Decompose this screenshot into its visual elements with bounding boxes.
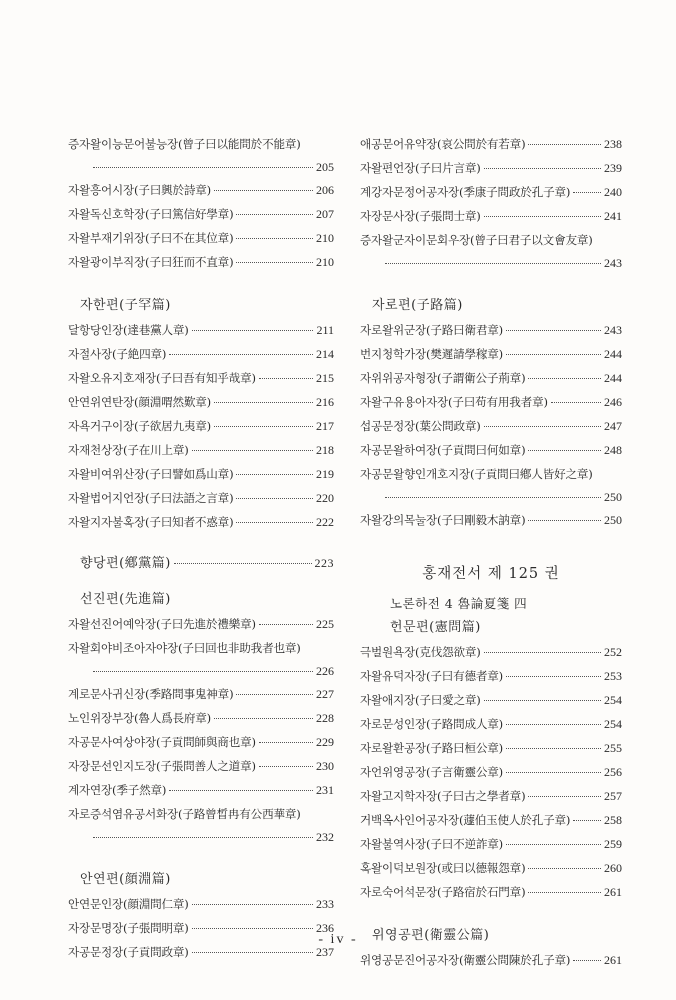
toc-entry[interactable] (68, 466, 334, 490)
toc-entry[interactable] (360, 884, 622, 908)
toc-entry-title: 자공문사여상야장(子貢問師與商也章) (68, 735, 256, 749)
toc-entry[interactable] (360, 692, 622, 716)
page-number: 238 (604, 137, 622, 151)
toc-entry[interactable] (68, 346, 334, 370)
dot-leader (528, 892, 601, 893)
toc-entry[interactable] (68, 710, 334, 734)
toc-entry-title: 자위위공자형장(子謂衛公子荊章) (360, 371, 526, 385)
toc-entry-title: 섭공문정장(葉公問政章) (360, 419, 481, 433)
toc-entry[interactable] (68, 782, 334, 806)
volume-subtitle: 노론하전 4 魯論夏箋 四 (390, 596, 528, 611)
toc-entry-title: 증자왈이능문어불능장(曾子曰以能問於不能章) (68, 137, 301, 151)
toc-entry-title: 자왈불역사장(子曰不逆詐章) (360, 837, 504, 851)
section-heading: 안연편(顔淵篇) (80, 872, 171, 887)
toc-entry-title: 자왈부재기위장(子曰不在其位章) (68, 231, 234, 245)
toc-entry[interactable] (68, 230, 334, 254)
toc-entry[interactable] (68, 254, 334, 278)
page-number: 244 (604, 371, 622, 385)
dot-leader (214, 190, 313, 191)
toc-entry-title: 자로문성인장(子路問成人章) (360, 717, 504, 731)
dot-leader (259, 624, 313, 625)
dot-leader (528, 520, 601, 521)
page-number: 243 (604, 323, 622, 337)
page-number: 215 (316, 371, 334, 385)
dot-leader (573, 820, 601, 821)
toc-entry-title: 거백옥사인어공자장(蘧伯玉使人於孔子章) (360, 813, 571, 827)
toc-entry[interactable] (68, 758, 334, 782)
toc-entry-title: 위영공문진어공자장(衛靈公問陳於孔子章) (360, 953, 571, 967)
dot-leader (528, 796, 601, 797)
toc-entry-title: 자공문정장(子貢問政章) (68, 945, 189, 959)
toc-entry[interactable] (68, 896, 334, 920)
page-number: 247 (604, 419, 622, 433)
dot-leader (236, 498, 313, 499)
page-number: 250 (604, 490, 622, 504)
toc-entry-title: 자왈편언장(子曰片言章) (360, 161, 481, 175)
dot-leader (528, 868, 601, 869)
page-number: 258 (604, 813, 622, 827)
toc-group (68, 136, 334, 278)
dot-leader (93, 837, 313, 838)
toc-entry[interactable] (360, 370, 622, 394)
page-number: 257 (604, 789, 622, 803)
toc-entry[interactable] (68, 514, 334, 538)
toc-entry-title: 자왈흥어시장(子曰興於詩章) (68, 183, 212, 197)
toc-group (360, 322, 622, 536)
toc-entry-title: 계자연장(季子然章) (68, 783, 167, 797)
dot-leader (484, 168, 601, 169)
page-number: 211 (316, 323, 334, 337)
page-number: 255 (604, 741, 622, 755)
dot-leader (506, 748, 601, 749)
toc-entry-title: 애공문어유약장(哀公問於有若章) (360, 137, 526, 151)
toc-entry-title: 자장문명장(子張問明章) (68, 921, 189, 935)
toc-entry-title: 자왈선진어예악장(子曰先進於禮樂章) (68, 617, 256, 631)
toc-entry-title: 달항당인장(達巷黨人章) (68, 323, 189, 337)
page-number: 219 (316, 467, 334, 481)
dot-leader (192, 904, 313, 905)
page-number: 216 (316, 395, 334, 409)
toc-entry-title: 자욕거구이장(子欲居九夷章) (68, 419, 212, 433)
toc-entry[interactable] (360, 836, 622, 860)
page-number: 248 (604, 443, 622, 457)
page-number: 259 (604, 837, 622, 851)
toc-entry[interactable] (360, 160, 622, 184)
page-number: 210 (316, 255, 334, 269)
dot-leader (236, 522, 313, 523)
toc-entry-title: 자왈오유지호재장(子曰吾有知乎哉章) (68, 371, 256, 385)
dot-leader (259, 742, 313, 743)
toc-entry[interactable] (68, 136, 334, 182)
page-number: 233 (316, 897, 334, 911)
page-number: 254 (604, 717, 622, 731)
section-heading: 선진편(先進篇) (80, 592, 171, 607)
toc-entry[interactable] (360, 812, 622, 836)
toc-entry-title: 자왈독신호학장(子曰篤信好學章) (68, 207, 234, 221)
toc-entry[interactable] (360, 232, 622, 278)
dot-leader (573, 192, 601, 193)
dot-leader (528, 144, 601, 145)
toc-entry-title: 자왈회야비조아자야장(子曰回也非助我者也章) (68, 641, 301, 655)
page-number: 210 (316, 231, 334, 245)
page-number: 220 (316, 491, 334, 505)
page-number: 214 (316, 347, 334, 361)
dot-leader (484, 700, 601, 701)
dot-leader (214, 426, 313, 427)
volume-title: 홍재전서 제 125 권 (422, 566, 560, 582)
page-number: 246 (604, 395, 622, 409)
page-number: 223 (314, 556, 334, 570)
page-number: 218 (316, 443, 334, 457)
toc-entry-title: 자왈법어지언장(子曰法語之言章) (68, 491, 234, 505)
page-number: 241 (604, 209, 622, 223)
toc-entry-title: 혹왈이덕보원장(或曰以德報怨章) (360, 861, 526, 875)
toc-entry[interactable] (68, 686, 334, 710)
toc-entry[interactable] (68, 394, 334, 418)
toc-group (68, 322, 334, 538)
toc-entry-title: 자로왈위군장(子路曰衛君章) (360, 323, 504, 337)
toc-entry[interactable] (360, 952, 622, 976)
page-number: 228 (316, 711, 334, 725)
toc-entry-title: 자로숙어석문장(子路宿於石門章) (360, 885, 526, 899)
page-number: 252 (604, 645, 622, 659)
toc-entry-title: 자왈애지장(子曰愛之章) (360, 693, 481, 707)
dot-leader (484, 216, 601, 217)
toc-entry[interactable] (68, 370, 334, 394)
toc-entry-title: 계로문사귀신장(季路問事鬼神章) (68, 687, 234, 701)
page-number: 256 (604, 765, 622, 779)
toc-group (360, 644, 622, 908)
dot-leader (259, 766, 313, 767)
page-number: 230 (316, 759, 334, 773)
section-heading: 자로편(子路篇) (372, 298, 463, 313)
dot-leader (192, 450, 313, 451)
dot-leader (551, 402, 601, 403)
toc-entry[interactable] (360, 442, 622, 466)
page-number: 217 (316, 419, 334, 433)
page-number: 236 (316, 921, 334, 935)
toc-entry[interactable] (360, 394, 622, 418)
toc-entry[interactable] (360, 644, 622, 668)
toc-entry[interactable] (68, 616, 334, 640)
dot-leader (506, 676, 601, 677)
page-footer-number: - iv - (318, 932, 358, 947)
toc-entry-title: 자왈비여위산장(子曰譬如爲山章) (68, 467, 234, 481)
page-number: 240 (604, 185, 622, 199)
dot-leader (214, 718, 313, 719)
page-number: 229 (316, 735, 334, 749)
section-heading-with-page[interactable] (68, 552, 334, 574)
page-number: 244 (604, 347, 622, 361)
page-number: 243 (604, 256, 622, 270)
dot-leader (528, 450, 601, 451)
toc-entry-title: 안연위연탄장(顔淵喟然歎章) (68, 395, 212, 409)
dot-leader (385, 263, 601, 264)
page-number: 206 (316, 183, 334, 197)
dot-leader (93, 671, 313, 672)
toc-entry-title: 노인위장부장(魯人爲長府章) (68, 711, 212, 725)
page-number: 232 (316, 830, 334, 844)
page-number: 254 (604, 693, 622, 707)
toc-entry[interactable] (68, 206, 334, 230)
toc-entry[interactable] (360, 466, 622, 512)
toc-entry[interactable] (68, 182, 334, 206)
toc-entry[interactable] (68, 806, 334, 852)
toc-entry[interactable] (360, 860, 622, 884)
dot-leader (484, 426, 601, 427)
dot-leader (506, 844, 601, 845)
toc-entry-title: 안연문인장(顔淵問仁章) (68, 897, 189, 911)
toc-entry[interactable] (68, 322, 334, 346)
dot-leader (484, 652, 601, 653)
toc-entry[interactable] (360, 788, 622, 812)
toc-entry[interactable] (68, 490, 334, 514)
page-number: 253 (604, 669, 622, 683)
toc-entry-title: 자장문선인지도장(子張問善人之道章) (68, 759, 256, 773)
page-number: 225 (316, 617, 334, 631)
dot-leader (236, 214, 313, 215)
toc-entry[interactable] (68, 418, 334, 442)
dot-leader (385, 497, 601, 498)
toc-entry-title: 자재천상장(子在川上章) (68, 443, 189, 457)
toc-entry[interactable] (360, 322, 622, 346)
section-heading: 위영공편(衛靈公篇) (372, 928, 490, 943)
dot-leader (236, 238, 313, 239)
toc-entry[interactable] (68, 640, 334, 686)
toc-left-column (68, 136, 334, 968)
toc-group (360, 952, 622, 976)
toc-entry-title: 자왈고지학자장(子曰古之學者章) (360, 789, 526, 803)
dot-leader (93, 167, 313, 168)
dot-leader (506, 724, 601, 725)
page-number: 226 (316, 664, 334, 678)
dot-leader (236, 694, 313, 695)
dot-leader (169, 790, 313, 791)
page-number: 231 (316, 783, 334, 797)
toc-entry-title: 자공문왈하여장(子貢問曰何如章) (360, 443, 526, 457)
toc-entry[interactable] (360, 764, 622, 788)
dot-leader (506, 354, 601, 355)
toc-entry-title: 자언위영공장(子言衛靈公章) (360, 765, 504, 779)
toc-entry-title: 자장문사장(子張問士章) (360, 209, 481, 223)
section-heading: 자한편(子罕篇) (80, 298, 171, 313)
toc-entry-title: 자로왈환공장(子路曰桓公章) (360, 741, 504, 755)
dot-leader (528, 378, 601, 379)
toc-entry[interactable] (360, 136, 622, 160)
dot-leader (236, 474, 313, 475)
toc-entry-title: 자왈구유용아자장(子曰苟有用我者章) (360, 395, 548, 409)
toc-entry-title: 자왈강의목눌장(子曰剛毅木訥章) (360, 513, 526, 527)
toc-entry-title: 자절사장(子絶四章) (68, 347, 167, 361)
section-heading: 헌문편(憲問篇) (390, 620, 481, 635)
dot-leader (573, 960, 601, 961)
dot-leader (192, 928, 313, 929)
page-number: 250 (604, 513, 622, 527)
toc-entry[interactable] (360, 512, 622, 536)
toc-entry-title: 자로증석염유공서화장(子路曾晳冉有公西華章) (68, 807, 301, 821)
dot-leader (174, 563, 312, 564)
page-number: 207 (316, 207, 334, 221)
toc-entry[interactable] (68, 734, 334, 758)
toc-entry-title: 자공문왈향인개호지장(子貢問曰鄕人皆好之章) (360, 467, 593, 481)
toc-entry[interactable] (360, 668, 622, 692)
toc-entry[interactable] (360, 418, 622, 442)
page-number: 260 (604, 861, 622, 875)
page-number: 205 (316, 160, 334, 174)
page-number: 239 (604, 161, 622, 175)
toc-group (360, 136, 622, 278)
dot-leader (214, 402, 313, 403)
toc-entry-title: 계강자문정어공자장(季康子問政於孔子章) (360, 185, 571, 199)
toc-group (68, 616, 334, 852)
toc-entry-title: 자왈지자불혹장(子曰知者不惑章) (68, 515, 234, 529)
toc-entry[interactable] (360, 184, 622, 208)
section-title: 향당편(鄕黨篇) (80, 556, 171, 571)
page-number: 237 (316, 945, 334, 959)
dot-leader (506, 330, 601, 331)
dot-leader (192, 952, 313, 953)
dot-leader (169, 354, 313, 355)
toc-entry[interactable] (360, 346, 622, 370)
dot-leader (259, 378, 313, 379)
toc-entry[interactable] (68, 442, 334, 466)
dot-leader (192, 330, 314, 331)
toc-entry[interactable] (360, 208, 622, 232)
toc-entry-title: 자왈유덕자장(子曰有德者章) (360, 669, 504, 683)
toc-entry-title: 증자왈군자이문회우장(曾子曰君子以文會友章) (360, 233, 593, 247)
toc-entry-title: 극벌원욕장(克伐怨欲章) (360, 645, 481, 659)
toc-entry[interactable] (360, 740, 622, 764)
page-number: 227 (316, 687, 334, 701)
toc-entry-title: 자왈광이부직장(子曰狂而不直章) (68, 255, 234, 269)
dot-leader (236, 262, 313, 263)
toc-right-column (360, 136, 622, 976)
page-number: 222 (316, 515, 334, 529)
page-number: 261 (604, 885, 622, 899)
page-number: 261 (604, 953, 622, 967)
toc-entry-title: 번지청학가장(樊遲請學稼章) (360, 347, 504, 361)
toc-entry[interactable] (360, 716, 622, 740)
dot-leader (506, 772, 601, 773)
